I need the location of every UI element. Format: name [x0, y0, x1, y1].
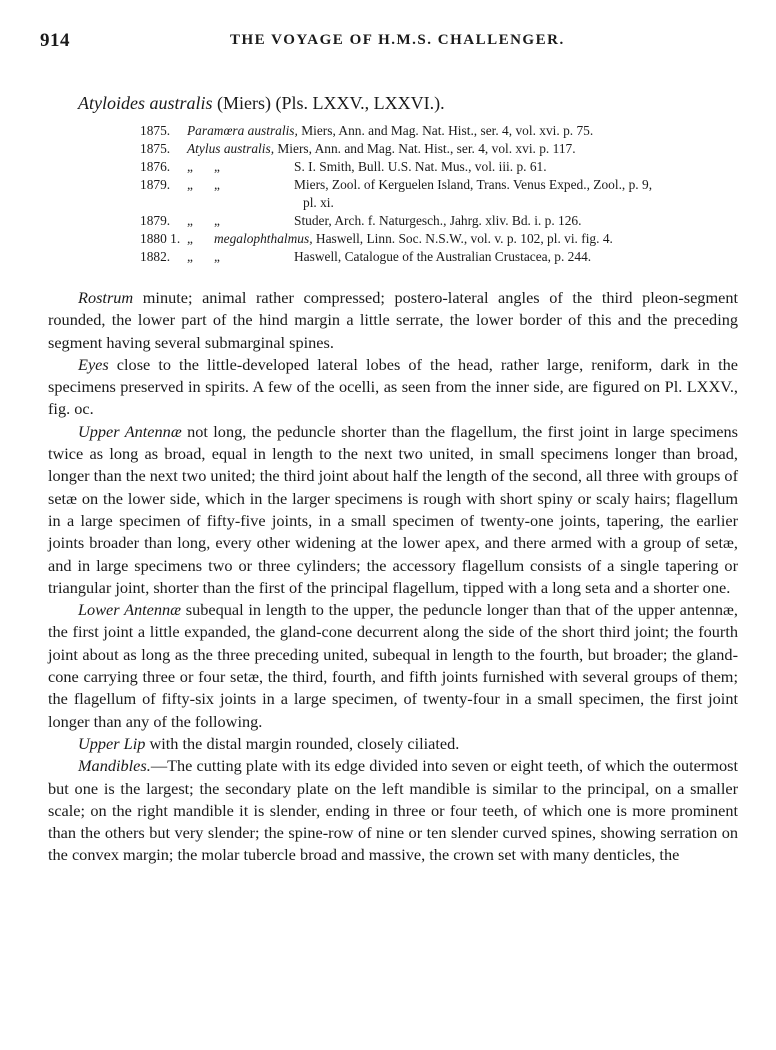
synonymy-year: 1875.: [140, 123, 171, 138]
paragraph-text: with the distal margin rounded, closely ciliated.: [145, 733, 460, 753]
synonymy-year: 1879.: [140, 177, 171, 192]
paragraph-lead-term: Mandibles.: [78, 756, 151, 776]
running-head: [40, 30, 740, 54]
ditto-mark: „: [214, 159, 220, 174]
synonym-name: Atylus australis,: [187, 141, 275, 156]
synonymy-entry: [140, 158, 750, 176]
paragraph: [48, 733, 738, 755]
synonymy-continuation: pl. xi.: [303, 195, 334, 210]
synonymy-entry: [140, 176, 750, 194]
synonymy-reference: S. I. Smith, Bull. U.S. Nat. Mus., vol. iii. p. 61.: [294, 159, 547, 174]
paragraph-lead-term: Eyes: [78, 354, 109, 374]
synonymy-reference: Haswell, Catalogue of the Australian Crustacea, p. 244.: [294, 249, 592, 264]
paragraph-text: not long, the peduncle shorter than the flagellum, the first joint in large specimens twice as long as broad, equal in length to the next two united, in small specimens longer than broad, longer than the next two united; the third joint about half the length of the second, all three with groups of setæ on the lower side, which in the larger specimens is rough with short spiny or scaly hairs; flagellum in a large specimen of fifty-five joints, in a small specimen of twenty-one joints, tapering, the earlier joints broader than long, every other widening at the lower apex, and there armed with a group of setæ, and in large specimens two or three cylinders; the accessory flagellum consists of a single tapering or triangular joint, shorter than the first of the principal flagellum, tipped with a long seta and a shorter one.: [48, 421, 738, 597]
ditto-mark: „: [187, 177, 193, 192]
synonymy-reference: Miers, Ann. and Mag. Nat. Hist., ser. 4, vol. xvi. p. 75.: [297, 123, 594, 138]
synonymy-reference: Haswell, Linn. Soc. N.S.W., vol. v. p. 102, pl. vi. fig. 4.: [312, 231, 613, 246]
paragraph-text: —The cutting plate with its edge divided into seven or eight teeth, of which the outermost but one is the largest; the secondary plate on the left mandible is similar to the principal, on a smaller scale; on the right mandible it is slender, ending in three or four teeth, of which one is more prominent than the others but very slender; the spine-row of nine or ten slender curved spines, showing serration on the convex margin; the molar tubercle broad and massive, the crown set with many denticles, the: [48, 756, 738, 865]
paragraph-lead-term: Rostrum: [78, 288, 134, 307]
synonymy-entry: [140, 212, 750, 230]
ditto-mark: „: [187, 249, 193, 264]
paragraph: [48, 354, 738, 421]
paragraph: [48, 599, 738, 733]
synonymy-list: [140, 122, 750, 266]
synonymy-reference: Studer, Arch. f. Naturgesch., Jahrg. xliv. Bd. i. p. 126.: [294, 213, 582, 228]
synonymy-entry: [140, 230, 750, 248]
paragraph-lead-term: Upper Antennæ: [78, 421, 182, 441]
synonym-name: Paramœra australis,: [187, 123, 298, 138]
synonymy-entry: [140, 140, 750, 158]
synonymy-entry: [140, 248, 750, 266]
paragraph-lead-term: Lower Antennæ: [78, 600, 182, 620]
paragraph: [48, 287, 738, 354]
paragraph: [48, 755, 738, 866]
species-name: Atyloides australis: [78, 93, 213, 113]
synonym-name: megalophthalmus,: [214, 231, 313, 246]
paragraph-text: subequal in length to the upper, the peduncle longer than that of the upper antennæ, the first joint a little expanded, the gland-cone decurrent along the side of the short third joint; the fourth joint about as long as the three preceding united, subequal in length to the fourth, but broader; the gland-cone carrying three or four setæ, the third, fourth, and fifth joints furnished with several groups of them; the flagellum of fifty-six joints in a large specimen, of twenty-four in a small specimen, the first joint longer than any of the following.: [48, 600, 738, 731]
paragraph-text: close to the little-developed lateral lobes of the head, rather large, reniform, dark in the specimens preserved in spirits. A few of the ocelli, as seen from the inner side, are figured on Pl. LXXV., fig. oc.: [48, 354, 738, 419]
body-text: [48, 287, 738, 867]
ditto-mark: „: [214, 249, 220, 264]
synonymy-year: 1882.: [140, 249, 171, 264]
paragraph-lead-term: Upper Lip: [78, 733, 146, 753]
synonymy-year: 1880 1.: [140, 231, 181, 246]
ditto-mark: „: [187, 231, 193, 246]
running-title: THE VOYAGE OF H.M.S. CHALLENGER.: [230, 32, 565, 48]
ditto-mark: „: [187, 213, 193, 228]
paragraph-text: minute; animal rather compressed; postero-lateral angles of the third pleon-segment rounded, the lower part of the hind margin a little serrate, the lower border of this and the preceding segment having several submarginal spines.: [48, 288, 738, 352]
synonymy-entry: [140, 194, 750, 212]
synonymy-reference: Miers, Ann. and Mag. Nat. Hist., ser. 4, vol. xvi. p. 117.: [274, 141, 576, 156]
synonymy-year: 1875.: [140, 141, 171, 156]
species-plates: (Pls. LXXV., LXXVI.).: [275, 93, 445, 113]
species-author: (Miers): [217, 93, 271, 113]
ditto-mark: „: [187, 159, 193, 174]
paragraph: [48, 421, 738, 599]
synonymy-year: 1876.: [140, 159, 171, 174]
synonymy-reference: Miers, Zool. of Kerguelen Island, Trans. Venus Exped., Zool., p. 9,: [294, 177, 653, 192]
species-heading: [78, 93, 445, 114]
page-number: 914: [40, 30, 70, 51]
ditto-mark: „: [214, 177, 220, 192]
synonymy-entry: [140, 122, 750, 140]
synonymy-year: 1879.: [140, 213, 171, 228]
ditto-mark: „: [214, 213, 220, 228]
